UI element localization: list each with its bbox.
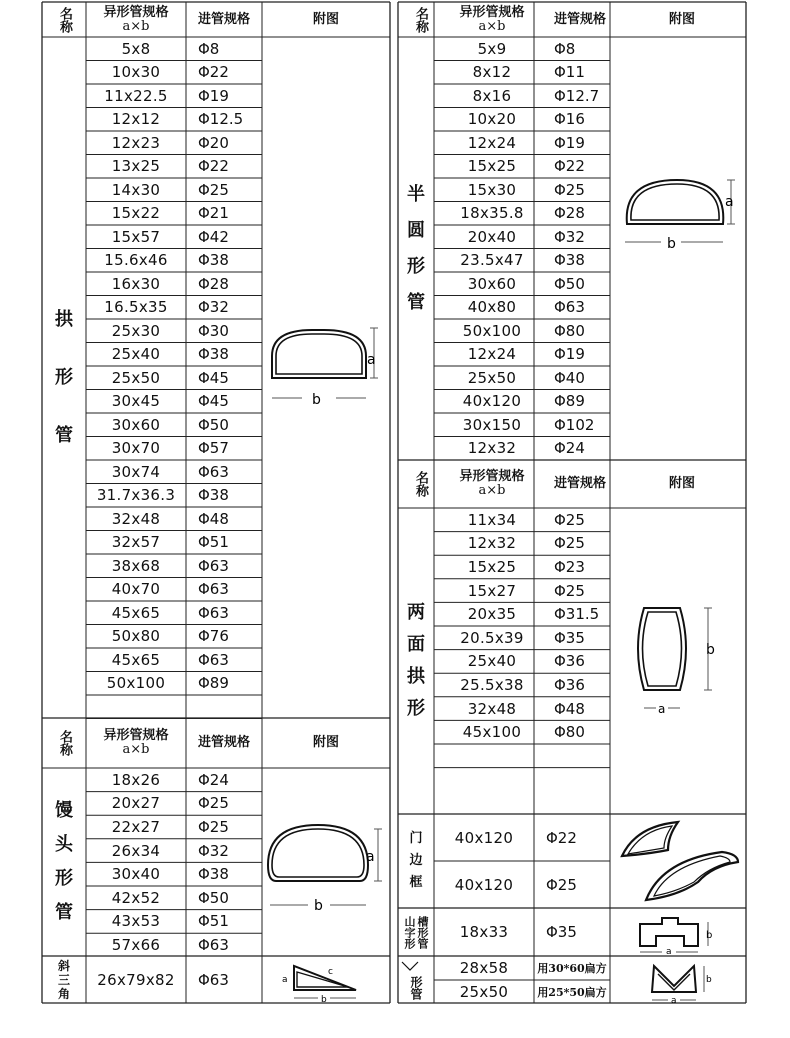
inlet-cell: Φ38	[198, 865, 229, 884]
triangle-spec: 26x79x82	[97, 970, 175, 989]
bread-name-char: 管	[55, 902, 73, 923]
spec-cell: 40x120	[462, 392, 522, 411]
header-figure: 附图	[668, 11, 695, 27]
semi-name-char: 形	[407, 255, 425, 277]
inlet-cell: Φ25	[554, 581, 585, 600]
label-b: b	[321, 995, 327, 1004]
double-name-char: 拱	[407, 666, 425, 687]
spec-cell: 25x30	[111, 321, 161, 340]
header-spec-title: 异形管规格	[459, 469, 525, 484]
m-shape-name	[398, 972, 434, 1003]
spec-cell: 11x34	[467, 510, 517, 529]
double-name	[398, 508, 434, 814]
spec-cell: 25x40	[111, 345, 161, 364]
arch-name-char: 管	[55, 424, 73, 446]
header-spec-title: 异形管规格	[103, 728, 169, 743]
bread-name-char: 馒	[55, 800, 73, 821]
spec-cell: 18x26	[111, 770, 161, 789]
inlet-cell: Φ80	[554, 723, 585, 742]
spec-cell: 30x60	[467, 274, 517, 293]
header-spec-sub: a×b	[122, 742, 150, 757]
inlet-cell: Φ11	[554, 63, 585, 82]
double-name-char: 形	[407, 698, 425, 719]
spec-cell: 15x22	[111, 204, 161, 223]
spec-cell: 15.6x46	[104, 251, 168, 270]
door-spec: 40x120	[454, 875, 514, 894]
inlet-cell: Φ25	[198, 180, 229, 199]
triangle-name-char: 斜	[57, 958, 70, 973]
inlet-cell: Φ19	[554, 345, 585, 364]
spec-cell: 32x48	[467, 699, 517, 718]
inlet-cell: Φ25	[554, 534, 585, 553]
spec-cell: 16.5x35	[104, 298, 168, 317]
spec-cell	[442, 768, 542, 792]
spec-cell: 45x65	[111, 603, 161, 622]
label-a: a	[671, 996, 677, 1004]
inlet-cell: Φ63	[198, 556, 229, 575]
inlet-cell: Φ12.5	[198, 110, 244, 129]
header-spec-sub: a×b	[122, 18, 150, 34]
spec-cell: 50x100	[106, 674, 166, 693]
arch-name-char: 拱	[55, 308, 73, 330]
door-name-char: 边	[409, 853, 423, 868]
header-name-text: 名称	[413, 471, 428, 497]
double-arch-tube-diagram	[630, 600, 730, 720]
inlet-cell: Φ63	[554, 298, 585, 317]
header-inlet: 进管规格	[197, 11, 250, 27]
spec-cell: 38x68	[111, 556, 161, 575]
spec-cell: 12x24	[467, 345, 517, 364]
semi-name-char: 管	[407, 291, 425, 313]
label-a: a	[366, 849, 375, 865]
header-name	[398, 2, 442, 37]
label-b: b	[706, 642, 715, 658]
inlet-cell: Φ32	[198, 298, 229, 317]
triangle-name-char: 三	[57, 972, 70, 987]
arch-tube-diagram	[262, 318, 388, 410]
inlet-cell: Φ12.7	[554, 86, 600, 105]
inlet-cell: Φ28	[554, 204, 585, 223]
spec-cell: 16x30	[111, 274, 161, 293]
spec-cell: 5x8	[121, 39, 151, 58]
inlet-cell: Φ57	[198, 439, 229, 458]
spec-cell: 22x27	[111, 817, 161, 836]
inlet-cell: Φ31.5	[554, 605, 600, 624]
header-spec-sub: a×b	[478, 18, 506, 34]
m-shape-tube-diagram	[640, 958, 730, 1004]
inlet-cell: Φ24	[554, 439, 585, 458]
inlet-cell: Φ63	[198, 462, 229, 481]
door-name-char: 门	[409, 831, 423, 846]
label-c: c	[328, 967, 333, 977]
spec-cell: 57x66	[111, 935, 161, 954]
spec-cell: 30x74	[111, 462, 161, 481]
header-spec	[442, 2, 542, 37]
header-name	[398, 460, 442, 508]
spec-cell: 15x57	[111, 227, 161, 246]
double-name-char: 面	[407, 634, 425, 655]
spec-cell: 25x40	[467, 652, 517, 671]
spec-cell: 11x22.5	[104, 86, 168, 105]
header-spec-title: 异形管规格	[459, 4, 525, 20]
spec-cell: 30x60	[111, 415, 161, 434]
header-figure: 附图	[312, 11, 339, 27]
inlet-cell: Φ102	[554, 415, 595, 434]
spec-cell: 25.5x38	[460, 675, 524, 694]
semi-name	[398, 37, 434, 460]
header-name-text: 名称	[57, 730, 72, 756]
spec-cell: 20x40	[467, 227, 517, 246]
m-shape-note: 用30*60扁方	[537, 962, 607, 975]
mountain-groove-tube-diagram	[620, 910, 730, 954]
spec-cell: 8x12	[472, 63, 512, 82]
label-a: a	[367, 352, 376, 368]
mountain-name-name2: 槽形管	[416, 915, 429, 949]
bread-tube-diagram	[262, 815, 388, 915]
label-a: a	[282, 975, 288, 985]
inlet-cell: Φ50	[198, 888, 229, 907]
triangle-name-char: 角	[57, 986, 70, 1001]
triangle-name	[42, 956, 86, 1003]
spec-cell: 25x50	[111, 368, 161, 387]
inlet-cell: Φ25	[554, 180, 585, 199]
inlet-cell: Φ50	[554, 274, 585, 293]
label-b: b	[706, 975, 712, 985]
mountain-name-name1: 山字形	[403, 915, 416, 949]
spec-cell: 12x23	[111, 133, 161, 152]
spec-cell: 23.5x47	[460, 251, 524, 270]
m-shape-icon	[400, 960, 420, 974]
inlet-cell: Φ50	[198, 415, 229, 434]
spec-cell: 45x100	[462, 723, 522, 742]
inlet-cell: Φ36	[554, 675, 585, 694]
spec-cell: 30x70	[111, 439, 161, 458]
inlet-cell: Φ38	[554, 251, 585, 270]
spec-cell: 15x25	[467, 557, 517, 576]
spec-cell: 13x25	[111, 157, 161, 176]
inlet-cell: Φ22	[198, 63, 229, 82]
inlet-cell: Φ48	[198, 509, 229, 528]
spec-cell: 40x70	[111, 580, 161, 599]
inlet-cell: Φ8	[554, 39, 576, 58]
m-shape-spec: 28x58	[459, 959, 509, 977]
inlet-cell	[542, 768, 618, 792]
label-a: a	[658, 702, 666, 716]
spec-cell: 10x30	[111, 63, 161, 82]
spec-cell: 20.5x39	[460, 628, 524, 647]
bread-name-char: 形	[55, 868, 73, 889]
spec-cell: 15x30	[467, 180, 517, 199]
inlet-cell: Φ22	[198, 157, 229, 176]
inlet-cell: Φ16	[554, 110, 585, 129]
spec-cell: 32x57	[111, 533, 161, 552]
m-shape-spec: 25x50	[459, 982, 509, 1001]
spec-cell: 20x35	[467, 605, 517, 624]
spec-cell: 12x32	[467, 534, 517, 553]
header-spec	[86, 2, 186, 37]
spec-cell: 15x25	[467, 157, 517, 176]
spec-cell: 43x53	[111, 912, 161, 931]
bread-name-char: 头	[55, 834, 73, 855]
spec-cell: 5x9	[477, 39, 507, 58]
inlet-cell: Φ19	[554, 133, 585, 152]
spec-cell: 8x16	[472, 86, 512, 105]
spec-cell: 10x20	[467, 110, 517, 129]
inlet-cell: Φ89	[198, 674, 229, 693]
spec-cell: 15x27	[467, 581, 517, 600]
header-inlet: 进管规格	[553, 11, 606, 27]
label-b: b	[312, 392, 321, 408]
inlet-cell: Φ76	[198, 627, 229, 646]
inlet-cell: Φ8	[198, 39, 220, 58]
header-spec	[86, 718, 186, 768]
inlet-cell: Φ48	[554, 699, 585, 718]
header-inlet: 进管规格	[553, 476, 606, 491]
inlet-cell: Φ20	[198, 133, 229, 152]
inlet-cell: Φ19	[198, 86, 229, 105]
inlet-cell: Φ63	[198, 603, 229, 622]
spec-cell: 45x65	[111, 650, 161, 669]
inlet-cell: Φ25	[554, 510, 585, 529]
header-name	[42, 2, 86, 37]
arch-name	[42, 37, 86, 718]
inlet-cell: Φ51	[198, 912, 229, 931]
spec-cell: 30x45	[111, 392, 161, 411]
semi-name-char: 半	[407, 183, 425, 205]
header-spec-title: 异形管规格	[103, 4, 169, 20]
spec-cell: 12x32	[467, 439, 517, 458]
inlet-cell	[186, 695, 262, 719]
inlet-cell: Φ22	[554, 157, 585, 176]
inlet-cell: Φ63	[198, 650, 229, 669]
label-a: a	[725, 194, 734, 210]
door-name-char: 框	[409, 875, 423, 890]
spec-cell: 30x150	[462, 415, 522, 434]
spec-cell: 25x50	[467, 368, 517, 387]
spec-cell: 50x80	[111, 627, 161, 646]
header-spec-sub: a×b	[478, 483, 506, 498]
door-spec: 40x120	[454, 828, 514, 847]
inlet-cell: Φ32	[554, 227, 585, 246]
spec-cell: 50x100	[462, 321, 522, 340]
spec-cell: 32x48	[111, 509, 161, 528]
spec-cell: 12x24	[467, 133, 517, 152]
semi-name-char: 圆	[407, 219, 425, 241]
inlet-cell: Φ63	[198, 580, 229, 599]
door-frame-tube-diagram	[612, 816, 752, 908]
inlet-cell: Φ28	[198, 274, 229, 293]
label-b: b	[314, 898, 323, 914]
inlet-cell: Φ40	[554, 368, 585, 387]
door-inlet: Φ25	[546, 875, 577, 894]
spec-cell	[86, 695, 186, 719]
inlet-cell: Φ25	[198, 794, 229, 813]
spec-cell: 30x40	[111, 865, 161, 884]
spec-cell: 42x52	[111, 888, 161, 907]
spec-cell: 31.7x36.3	[96, 486, 176, 505]
label-a: a	[666, 947, 672, 954]
inlet-cell: Φ23	[554, 557, 585, 576]
inlet-cell: Φ32	[198, 841, 229, 860]
inlet-cell: Φ38	[198, 251, 229, 270]
inlet-cell: Φ45	[198, 368, 229, 387]
spec-cell: 14x30	[111, 180, 161, 199]
spec-cell: 18x35.8	[460, 204, 524, 223]
header-spec	[442, 460, 542, 508]
label-b: b	[667, 236, 676, 252]
door-name	[398, 814, 434, 908]
arch-name-char: 形	[55, 366, 73, 388]
spec-cell: 20x27	[111, 794, 161, 813]
inlet-cell: Φ30	[198, 321, 229, 340]
inlet-cell: Φ21	[198, 204, 229, 223]
mountain-name	[398, 908, 434, 956]
header-inlet: 进管规格	[197, 735, 250, 750]
label-b: b	[706, 930, 713, 941]
inlet-cell: Φ80	[554, 321, 585, 340]
inlet-cell: Φ35	[554, 628, 585, 647]
spec-cell: 40x80	[467, 298, 517, 317]
mountain-inlet: Φ35	[546, 923, 577, 941]
inlet-cell: Φ25	[198, 817, 229, 836]
m-shape-name-text: 形管	[409, 975, 423, 1000]
bread-name	[42, 768, 86, 956]
header-figure: 附图	[668, 476, 695, 491]
inlet-cell: Φ24	[198, 770, 229, 789]
triangle-tube-diagram	[268, 958, 384, 1004]
header-name-text: 名称	[413, 6, 428, 33]
spec-cell	[442, 744, 542, 768]
inlet-cell: Φ36	[554, 652, 585, 671]
inlet-cell: Φ89	[554, 392, 585, 411]
header-name	[42, 718, 86, 768]
spec-cell: 12x12	[111, 110, 161, 129]
inlet-cell: Φ45	[198, 392, 229, 411]
double-name-char: 两	[407, 602, 425, 623]
inlet-cell	[542, 744, 618, 768]
m-shape-note: 用25*50扁方	[537, 985, 607, 999]
inlet-cell: Φ42	[198, 227, 229, 246]
door-inlet: Φ22	[546, 828, 577, 847]
header-name-text: 名称	[57, 6, 72, 33]
header-figure: 附图	[312, 735, 339, 750]
inlet-cell: Φ38	[198, 345, 229, 364]
triangle-inlet: Φ63	[198, 970, 229, 989]
mountain-spec: 18x33	[459, 923, 509, 941]
inlet-cell: Φ38	[198, 486, 229, 505]
spec-cell: 26x34	[111, 841, 161, 860]
inlet-cell: Φ51	[198, 533, 229, 552]
inlet-cell: Φ63	[198, 935, 229, 954]
semicircle-tube-diagram	[615, 172, 745, 254]
